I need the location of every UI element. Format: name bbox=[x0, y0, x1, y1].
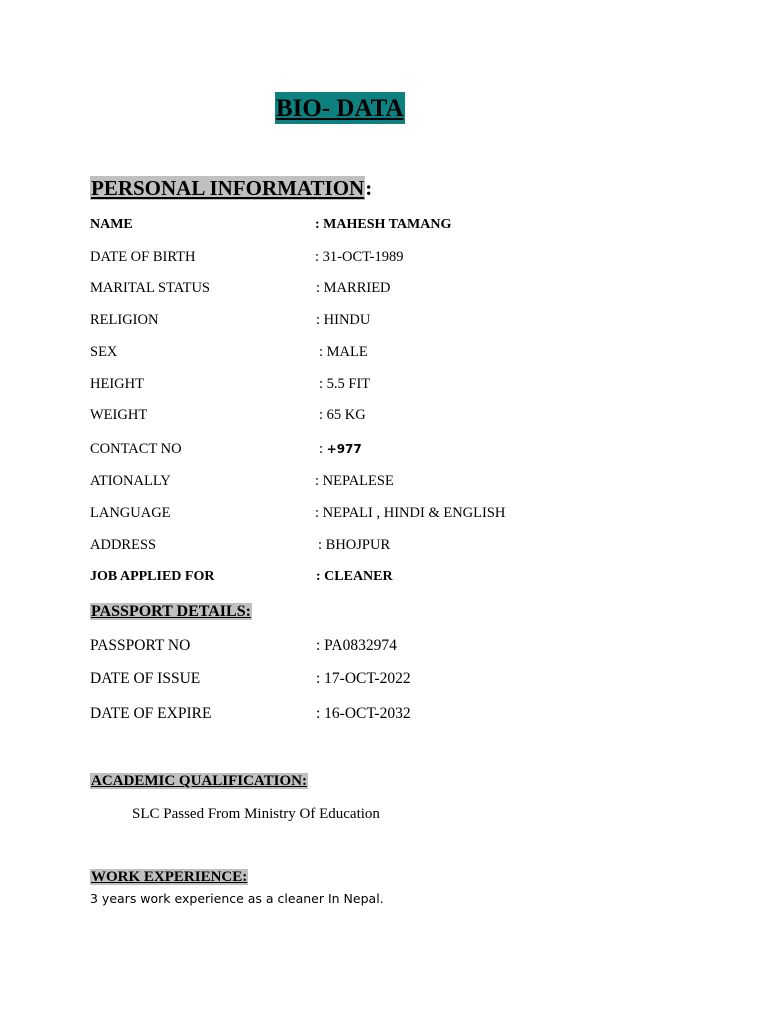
field-value bbox=[319, 438, 362, 460]
work-experience-heading-text: WORK EXPERIENCE: bbox=[91, 869, 248, 885]
field-label: PASSPORT NO bbox=[90, 637, 191, 654]
field-label: ATIONALLY bbox=[90, 473, 171, 489]
field-row-marital-status bbox=[90, 277, 690, 299]
field-value-prefix: : bbox=[319, 441, 327, 457]
field-row-religion bbox=[90, 309, 690, 331]
field-value: : NEPALI , HINDI & ENGLISH bbox=[315, 505, 506, 521]
field-row-passport-no bbox=[90, 635, 690, 657]
field-label: JOB APPLIED FOR bbox=[90, 569, 215, 584]
academic-qualification-heading bbox=[90, 771, 308, 791]
field-value: : BHOJPUR bbox=[318, 537, 391, 553]
field-value: : 65 KG bbox=[319, 407, 366, 423]
field-value: : 16-OCT-2032 bbox=[316, 705, 411, 722]
field-row-job-applied-for bbox=[90, 566, 690, 588]
field-row-weight bbox=[90, 404, 690, 426]
field-row-name bbox=[90, 214, 690, 236]
field-label: LANGUAGE bbox=[90, 505, 171, 521]
field-row-language bbox=[90, 502, 690, 524]
academic-qualification-text: SLC Passed From Ministry Of Education bbox=[132, 806, 380, 822]
field-row-nationality bbox=[90, 470, 690, 492]
field-row-address bbox=[90, 534, 690, 556]
contact-country-code: +977 bbox=[326, 442, 362, 456]
field-value: : MALE bbox=[319, 344, 368, 360]
field-value: : CLEANER bbox=[316, 569, 393, 584]
academic-qualification-heading-text: ACADEMIC QUALIFICATION: bbox=[91, 773, 307, 789]
field-value: : HINDU bbox=[316, 312, 371, 328]
passport-details-heading-text: PASSPORT DETAILS: bbox=[91, 603, 251, 620]
field-row-contact-no bbox=[90, 438, 690, 460]
field-value: : 5.5 FIT bbox=[319, 376, 371, 392]
work-experience-text: 3 years work experience as a cleaner In Nepal. bbox=[90, 891, 384, 906]
field-row-sex bbox=[90, 341, 690, 363]
field-value: : MAHESH TAMANG bbox=[315, 217, 452, 232]
field-label: HEIGHT bbox=[90, 376, 144, 392]
personal-information-heading-text: PERSONAL INFORMATION bbox=[91, 176, 365, 200]
field-label: CONTACT NO bbox=[90, 441, 182, 457]
field-row-date-of-issue bbox=[90, 668, 690, 690]
work-experience-heading bbox=[90, 867, 248, 887]
personal-information-heading bbox=[90, 175, 372, 201]
field-value: : 17-OCT-2022 bbox=[316, 670, 411, 687]
field-label: MARITAL STATUS bbox=[90, 280, 210, 296]
field-label: SEX bbox=[90, 344, 118, 360]
field-label: DATE OF BIRTH bbox=[90, 249, 196, 265]
field-value: : NEPALESE bbox=[315, 473, 394, 489]
field-value: : PA0832974 bbox=[316, 637, 397, 654]
field-label: WEIGHT bbox=[90, 407, 148, 423]
field-label: NAME bbox=[90, 217, 133, 232]
personal-information-heading-colon: : bbox=[365, 176, 373, 200]
field-label: DATE OF EXPIRE bbox=[90, 705, 212, 722]
field-row-date-of-birth bbox=[90, 246, 690, 268]
field-label: DATE OF ISSUE bbox=[90, 670, 201, 687]
field-label: RELIGION bbox=[90, 312, 159, 328]
page-title: BIO- DATA bbox=[275, 92, 405, 124]
field-value: : MARRIED bbox=[316, 280, 391, 296]
field-value: : 31-OCT-1989 bbox=[315, 249, 404, 265]
field-row-height bbox=[90, 373, 690, 395]
passport-details-heading bbox=[90, 601, 252, 623]
field-row-date-of-expire bbox=[90, 703, 690, 725]
field-label: ADDRESS bbox=[90, 537, 157, 553]
